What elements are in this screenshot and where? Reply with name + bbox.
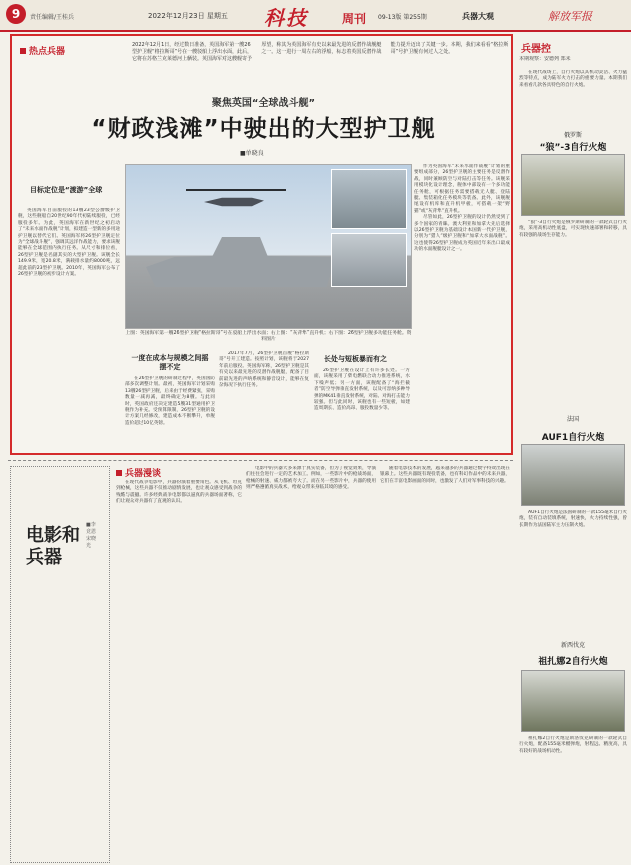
inset-photo-top xyxy=(331,169,407,229)
article-col-1: 英国海军目前服役的13艘23型公爵级护卫舰，这些舰船自20世纪90年代初陆续服役，已经服役多年。为此，英国海军在新世纪之初启动了“未来水面作战舰”计划，拟建造一型新的多用途护卫舰以替代它们。英国海军将26型护卫舰定位为“全球战斗舰”，强调其远洋作战能力，要求该舰能够在全球范围内执行任务。从尺寸和排位看，26型护卫舰是名副其实的大型护卫舰。该舰全长149.9米，宽20.8米，满载排水量约8000吨，远超此前的23型护卫舰。2010年，英国海军公布了26型护卫舰的初步设计方案。 xyxy=(18,208,120,278)
item1-title: “狼”-3自行火炮 xyxy=(539,143,607,153)
square-icon xyxy=(20,48,26,54)
item3-text: 祖扎娜2自行火炮是斯洛伐克研制的一款轮式自行火炮，配备155毫米榴弹炮，射程远、精度高，具有较好的战场机动性。 xyxy=(519,736,627,754)
right-sub-tag: 本期观察：安德列 郑未 xyxy=(519,56,571,62)
item1-text: “狼”-3自行火炮是俄罗斯研制的一款轮式自行火炮，采用高机动性底盘，可实现快速部署和转移，具有较强的战场生存能力。 xyxy=(519,220,627,238)
film-byline: ■李竞恩 宋晓光 xyxy=(86,522,97,549)
frigate-shape xyxy=(146,237,336,287)
subhead-3: 长处与短板暴而有之 xyxy=(324,355,387,363)
issue-number: 09-13版 第255期 xyxy=(378,14,427,21)
editor-info: 责任编辑/王桂兵 xyxy=(30,14,75,21)
helicopter-rotor xyxy=(186,189,286,191)
issue-date: 2022年12月23日 星期五 xyxy=(148,12,228,20)
section-divider xyxy=(8,460,513,461)
item3-photo xyxy=(521,670,625,732)
section-tag-weapons: 兵器控 xyxy=(521,44,551,55)
inset-photo-bottom xyxy=(331,233,407,287)
item3-country: 新西伐克 xyxy=(560,642,585,649)
item1-country: 俄罗斯 xyxy=(563,132,582,139)
item3-title: 祖扎娜2自行火炮 xyxy=(538,657,608,667)
item2-text: AUF1自行火炮是法国研制的一款155毫米自行火炮，装有自动装填系统，射速快，火力持续性强，曾长期作为法国陆军主力压制火炮。 xyxy=(519,510,627,528)
square-icon xyxy=(116,470,122,476)
article-col-right: 作为英国海军“未来水面作战舰”计划的重要组成部分，26型护卫舰的主要任务是反潜作战，同时兼顾防空与对陆打击等任务。该舰采用模块化设计理念，舰体中部设有一个多功能任务舱，可根据任务需要搭载无人艇、登陆艇、集装箱化任务模块等装备。此外，该舰舰尾设有机库和直升机甲板，可搭载一架“野猫”或“灰背隼”直升机。 尽管如此，26型护卫舰的设计仍然受到了多个国家的青睐。澳大利亚和加拿大先后选择以26型护卫舰为基础设计本国新一代护卫舰，分别为“猎人”级护卫舰和“加拿大水面战舰”。这也使得26型护卫舰成为英国近年来出口最成功的水面舰艇设计之一。 xyxy=(414,164,510,253)
photo-caption: 上图：英国海军第一艘26型护卫舰“格拉斯哥”号在驳船上浮出水面；右上图：“灰背隼”直升机；右下图：26型护卫舰多功能任务舱。资料图片 xyxy=(125,331,412,343)
helicopter-shape xyxy=(204,195,264,209)
item2-photo xyxy=(521,444,625,506)
article-byline: ■单晓良 xyxy=(240,150,264,157)
lower-col-3: 随着电影技术的发展，越来越多的兵器通过数字特效出现在银幕上。这些兵器既有现役装备，也有科幻作品中的未来兵器，它们在丰富电影画面的同时，也激发了人们对军事科技的兴趣。 xyxy=(380,466,510,484)
article-kicker: 聚焦英国“全球战斗舰” xyxy=(211,98,316,109)
article-headline: “财政浅滩”中驶出的大型护卫舰 xyxy=(91,116,436,142)
editor-note: 2022年12月1日，经过数日准备，英国海军第一艘26型护卫舰“格拉斯哥”号在一艘驳船上浮出水面，此后，它将在苏格兰克莱德河上舾装。英国海军对这艘舰寄予厚望，称其为英国海军有史以来最先进的反潜作战舰艇之一。这一进行一周左右的浮船，标志着英国反潜作战能力提升迈出了关键一步。本期，我们来看看“格拉斯哥”号护卫舰有何过人之处。 xyxy=(132,42,509,62)
article-col-2: 在26型护卫舰的研制过程中，英国国防部多次调整计划。最初，英国海军计划采购13艘26型护卫舰，后来由于经费紧张，采购数量一减再减，最终确定为8艘。与此同时，英国政府还决定建造5艘31型通用护卫舰作为补充。受预算限制，26型护卫舰的设计方案几经修改，建造成本不断攀升，单舰造价超过10亿英镑。 xyxy=(125,376,215,426)
masthead-column: 周刊 xyxy=(342,12,367,26)
masthead-title: 科技 xyxy=(264,6,308,30)
main-article xyxy=(10,34,513,455)
item1-photo xyxy=(521,154,625,216)
page-number: 9 xyxy=(6,4,26,24)
film-title: 电影和兵器 xyxy=(26,525,80,568)
paper-logo: 解放军报 xyxy=(548,10,592,23)
main-photo xyxy=(125,164,412,329)
section-name: 兵器大观 xyxy=(462,12,494,21)
article-col-3: 2017年7月，26型护卫舰首舰“格拉斯哥”号开工建造。按照计划，该舰将于2027年前后服役。英国海军称，26型护卫舰是其有史以来最先进的反潜作战舰艇，配备了目前最先进的声呐系统和静音设计，能够在复杂海况下执行任务。 xyxy=(219,351,309,389)
item2-country: 法国 xyxy=(566,416,579,423)
section-tag-talk: 兵器漫谈 xyxy=(116,466,161,479)
lower-col-1: 在现代战争电影中，兵器扮演着重要角色。从飞机、坦克到枪械，这些兵器不仅推动剧情发展，也让观众感受到战争的残酷与震撼。许多经典战争电影都以逼真的兵器场面著称，它们让观众对兵器有了直观的认识。 xyxy=(116,480,242,505)
item2-title: AUF1自行火炮 xyxy=(541,433,605,443)
section-tag-hot: 热点兵器 xyxy=(20,44,65,57)
subhead-1: 目标定位是“渡游”全球 xyxy=(30,186,103,194)
right-column xyxy=(515,34,631,865)
right-intro: 在现代战场上，自行火炮以其机动灵活、火力猛烈等特点，成为陆军火力打击的重要力量。本期我们来看看几款各具特色的自行火炮。 xyxy=(519,70,627,88)
lower-col-2: 电影中的兵器大多来源于真实装备，但为了视觉效果，导演们往往会进行一定的艺术加工。例如，一些影片中的枪战场面，枪械的射速、威力都被夸大了。而在另一些影片中，兵器的使用则严格遵循真实战术，给观众带来身临其境的感受。 xyxy=(246,466,376,491)
subhead-2: 一度在成本与规模之间摇摆不定 xyxy=(131,354,209,371)
page-header xyxy=(0,0,631,32)
article-col-4: 26型护卫舰在设计上有许多长处。一方面，该舰采用了柴电燃联合动力推进系统，水下噪声低；另一方面，该舰配备了“海拦截者”防空导弹垂直发射系统，以及可容纳多种导弹的MK41垂直发射系统，对陆、对海打击能力较强。但与此同时，该舰也有一些短板，如建造周期长、造价高昂、服役数量少等。 xyxy=(314,368,410,412)
